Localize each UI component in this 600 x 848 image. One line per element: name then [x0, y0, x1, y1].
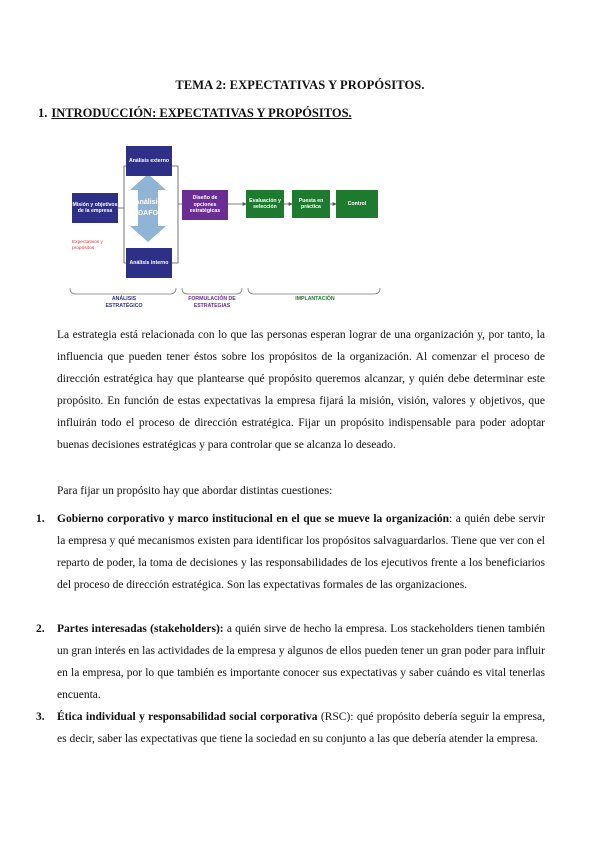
section-number: 1. — [38, 106, 48, 120]
list-number: 1. — [36, 513, 45, 525]
list-body — [57, 706, 545, 750]
document-title: TEMA 2: EXPECTATIVAS Y PROPÓSITOS. — [175, 78, 425, 92]
list-body — [57, 508, 545, 596]
phase-analisis: ANÁLISIS ESTRATÉGICO — [105, 296, 143, 309]
phase-formulacion: FORMULACIÓN DE ESTRATEGIAS — [188, 296, 236, 309]
mision-box: Misión y objetivos de la empresa — [72, 193, 118, 223]
issues-paragraph: Para fijar un propósito hay que abordar distintas cuestiones: — [57, 485, 333, 497]
phase-implantacion: IMPLANTACIÓN — [295, 296, 335, 302]
strategy-process-diagram — [0, 0, 600, 330]
list-text: (RSC): qué propósito debería seguir la empresa, es decir, saber las expectativas que tiene la sociedad en su conjunto a las que debería atender la empresa. — [57, 711, 545, 745]
dafo-line2: DAFO — [138, 209, 158, 217]
analisis-interno-box: Análisis interno — [126, 248, 172, 278]
list-text: a quién sirve de hecho la empresa. Los stackeholders tienen también un gran interés en las actividades de la empresa y algunos de ellos pueden tener un gran poder para influir en la empresa, por lo que también es importante conocer sus expectativas y saber cuándo es vital tenerlas encuenta. — [57, 623, 546, 701]
diseno-opciones-box: Diseño de opciones estratégicas — [182, 190, 228, 220]
analisis-externo-box: Análisis externo — [126, 146, 172, 176]
expectativas-label: Expectativos y propósitos — [72, 240, 103, 252]
list-bold: Ética individual y responsabilidad social corporativa — [57, 711, 318, 723]
dafo-line1: Análisis — [134, 199, 162, 206]
dafo-label — [118, 198, 178, 219]
control-box: Control — [336, 190, 378, 218]
list-body — [57, 618, 545, 706]
evaluacion-box: Evaluación y selección — [246, 190, 284, 218]
list-bold: Gobierno corporativo y marco institucional en el que se mueve la organización — [57, 513, 450, 525]
list-bold: Partes interesadas (stakeholders): — [57, 623, 224, 635]
list-number: 2. — [36, 623, 45, 635]
intro-paragraph: La estrategia está relacionada con lo que las personas esperan lograr de una organización y, por tanto, la influencia que pueden tener éstos sobre los propósitos de la organización. Al comenzar el proceso de dirección estratégica hay que plantearse qué propósito queremos alcanzar, y quién debe determinar este propósito. En función de estas expectativas la empresa fijará la misión, visión, valores y objetivos, que influirán todo el proceso de dirección estratégica. Fijar un propósito indispensable para poder adoptar buenas decisiones estratégicas y para controlar que se alcanza lo deseado. — [57, 329, 545, 451]
puesta-en-practica-box: Puesta en práctica — [292, 190, 330, 218]
section-title: INTRODUCCIÓN: EXPECTATIVAS Y PROPÓSITOS. — [51, 106, 352, 120]
list-text: : a quién debe servir la empresa y qué mecanismos existen para identificar los propósitos salvaguardarlos. Tiene que ver con el reparto de poder, la toma de decisiones y las responsabilidades de los ejecutivos frente a los beneficiarios del proceso de dirección estratégica. Son las expectativas formales de las organizaciones. — [57, 513, 545, 591]
list-number: 3. — [36, 711, 45, 723]
